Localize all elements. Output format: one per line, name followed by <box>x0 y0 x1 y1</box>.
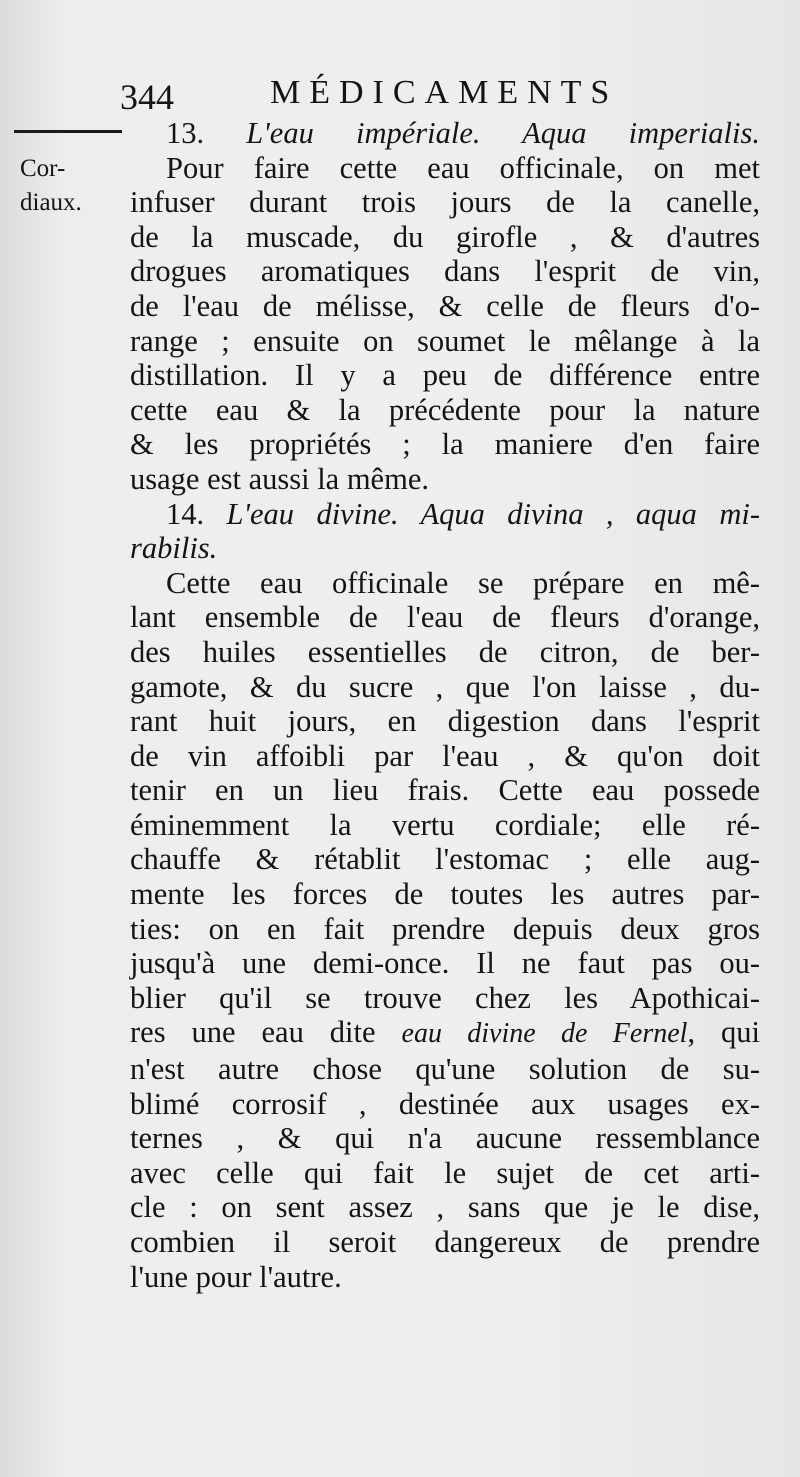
text-line <box>130 1121 760 1156</box>
italic-text: eau divine de Fernel <box>401 1018 688 1050</box>
text-run: infuser durant trois jours de la canelle, <box>130 185 760 220</box>
italic-text: Aqua imperialis. <box>522 116 760 150</box>
text-line <box>130 1015 760 1052</box>
margin-note <box>20 152 82 220</box>
text-line <box>130 220 760 255</box>
text-run: l'une pour l'autre. <box>130 1259 342 1294</box>
text-run: gamote, & du sucre , que l'on laisse , du- <box>130 669 760 704</box>
italic-text: L'eau divine. <box>226 496 421 531</box>
text-run: drogues aromatiques dans l'esprit de vin, <box>130 254 760 289</box>
text-line <box>130 600 760 635</box>
text-run: des huiles essentielles de citron, de ber- <box>130 634 760 669</box>
text-run: cette eau & la précédente pour la nature <box>130 392 760 427</box>
text-run: de vin affoibli par l'eau , & qu'on doit <box>130 738 760 773</box>
text-line <box>130 1225 760 1260</box>
margin-note-line: Cor- <box>20 155 66 182</box>
text-run: n'est autre chose qu'une solution de su- <box>130 1052 760 1087</box>
section-rule <box>14 130 122 133</box>
text-line <box>130 981 760 1016</box>
text-line <box>130 635 760 670</box>
text-line <box>130 808 760 843</box>
text-line <box>130 566 760 601</box>
text-run: Cette eau officinale se prépare en mê- <box>166 565 760 600</box>
text-run: blier qu'il se trouve chez les Apothicai- <box>130 980 760 1015</box>
text-line <box>130 912 760 947</box>
text-run: 14. <box>166 496 227 531</box>
text-run: , qui <box>687 1015 760 1050</box>
text-run: jusqu'à une demi-once. Il ne faut pas ou- <box>130 946 760 981</box>
text-line <box>130 531 760 566</box>
text-run: tenir en un lieu frais. Cette eau possede <box>130 773 760 808</box>
paragraph <box>130 497 760 566</box>
text-run: ties: on en fait prendre depuis deux gros <box>130 911 760 946</box>
paragraph <box>130 116 760 497</box>
text-line <box>130 324 760 359</box>
text-line <box>130 773 760 808</box>
text-run: avec celle qui fait le sujet de cet arti- <box>130 1155 760 1190</box>
text-run: combien il seroit dangereux de prendre <box>130 1225 760 1259</box>
text-run: blimé corrosif , destinée aux usages ex- <box>130 1086 760 1121</box>
page-number: 344 <box>120 77 174 117</box>
text-line <box>130 1087 760 1122</box>
text-line <box>130 946 760 981</box>
text-line <box>130 497 760 532</box>
italic-text: L'eau impériale. <box>246 116 523 150</box>
text-run: mente les forces de toutes les autres par- <box>130 877 760 912</box>
text-run: éminemment la vertu cordiale; elle ré- <box>130 807 760 842</box>
text-run: ternes , & qui n'a aucune ressemblance <box>130 1121 760 1156</box>
text-run: rant huit jours, en digestion dans l'esprit <box>130 704 760 739</box>
text-run: & les propriétés ; la maniere d'en faire <box>130 427 760 462</box>
text-run: cle : on sent assez , sans que je le dise, <box>130 1190 760 1225</box>
text-line <box>130 1052 760 1087</box>
text-run: range ; ensuite on soumet le mêlange à la <box>130 323 760 358</box>
text-run: distillation. Il y a peu de différence entre <box>130 358 760 393</box>
text-run: res une eau dite <box>130 1015 402 1050</box>
text-run: de la muscade, du girofle , & d'autres <box>130 219 760 254</box>
margin-note-line: diaux. <box>20 189 82 216</box>
text-line <box>130 289 760 324</box>
text-run: 13. <box>166 116 247 150</box>
text-line <box>130 151 760 186</box>
text-line <box>130 877 760 912</box>
text-line <box>130 670 760 705</box>
text-run: usage est aussi la même. <box>130 461 429 496</box>
text-line <box>130 704 760 739</box>
italic-text: Aqua divina , aqua mi- <box>420 496 760 531</box>
text-line <box>130 358 760 393</box>
text-line <box>130 1260 760 1295</box>
text-run: chauffe & rétablit l'estomac ; elle aug- <box>130 842 760 877</box>
text-line <box>130 254 760 289</box>
text-line <box>130 1156 760 1191</box>
text-line <box>130 1190 760 1225</box>
text-line <box>130 739 760 774</box>
running-title: MÉDICAMENTS <box>270 74 619 111</box>
body-text <box>130 116 760 1294</box>
text-line <box>130 462 760 497</box>
text-run: Pour faire cette eau officinale, on met <box>166 150 760 185</box>
text-line <box>130 427 760 462</box>
paragraph <box>130 566 760 1294</box>
text-line <box>130 185 760 220</box>
italic-text: rabilis. <box>130 531 218 566</box>
text-run: lant ensemble de l'eau de fleurs d'orange, <box>130 600 760 635</box>
text-line <box>130 393 760 428</box>
text-line <box>130 116 760 151</box>
text-line <box>130 842 760 877</box>
text-run: de l'eau de mélisse, & celle de fleurs d'o- <box>130 288 760 323</box>
